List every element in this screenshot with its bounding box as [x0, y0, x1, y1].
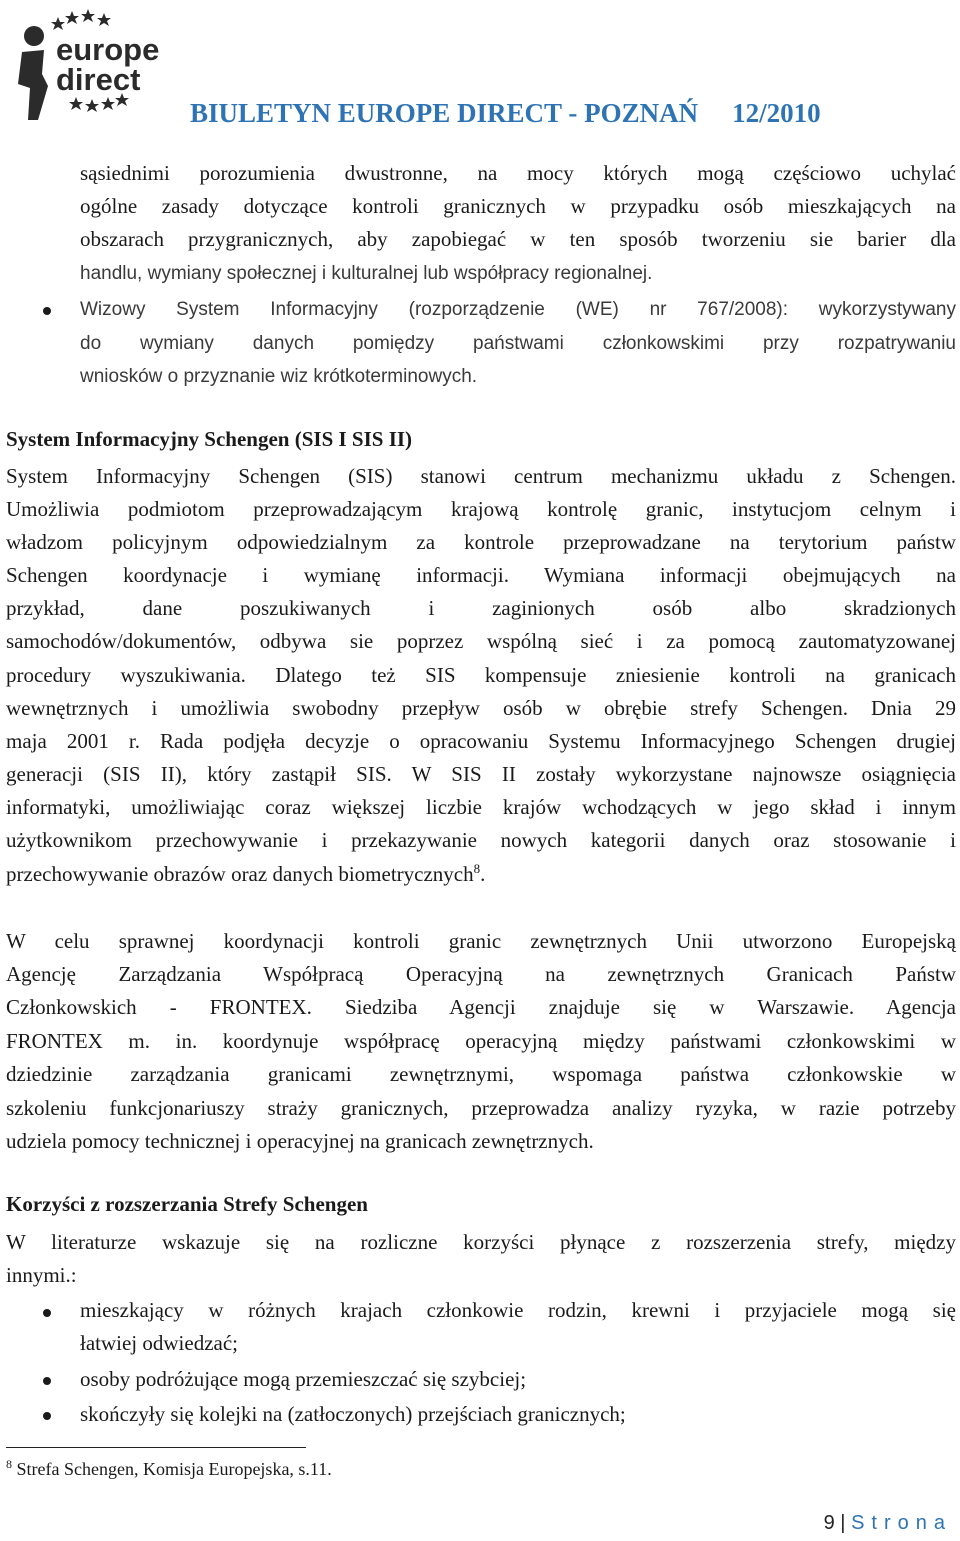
- sis-last-punct: .: [480, 862, 486, 886]
- page-number-label: Strona: [851, 1512, 952, 1534]
- footnote-ref[interactable]: 8: [473, 861, 481, 876]
- benefits-intro-line: W literaturze wskazuje się na rozliczne korzyści płynące z rozszerzenia strefy, między: [6, 1230, 956, 1254]
- page-number-separator: |: [840, 1512, 846, 1534]
- frontex-line: Agencję Zarządzania Współpracą Operacyjną na zewnętrznych Granicach Państw: [6, 962, 956, 986]
- footnote-divider: [6, 1447, 306, 1448]
- frontex-line: dziedzinie zarządzania granicami zewnętrznymi, wspomaga państwa członkowskie w: [6, 1062, 956, 1086]
- benefits-heading: Korzyści z rozszerzania Strefy Schengen: [6, 1192, 368, 1216]
- benefits-intro-line: innymi.:: [6, 1263, 77, 1287]
- sis-heading: System Informacyjny Schengen (SIS I SIS II): [6, 427, 413, 451]
- page-number: [824, 1512, 952, 1535]
- sis-line: przechowywanie obrazów oraz danych biometrycznych: [6, 862, 474, 886]
- benefit-item-line: mieszkający w różnych krajach członkowie rodzin, krewni i przyjaciele mogą się: [80, 1298, 956, 1322]
- sis-line: informatyki, umożliwiając coraz większej liczbie krajów wchodzących w jego skład i innym: [6, 795, 956, 819]
- page-number-value: 9: [823, 1512, 835, 1534]
- sis-line: Schengen koordynacje i wymianę informacji. Wymiana informacji obejmujących na: [6, 563, 956, 587]
- sis-line: wewnętrznych i umożliwia swobodny przepływ osób w obrębie strefy Schengen. Dnia 29: [6, 696, 956, 720]
- benefit-item-line: osoby podróżujące mogą przemieszczać się szybciej;: [80, 1367, 527, 1391]
- bullet-icon: [43, 1377, 51, 1385]
- frontex-line: udziela pomocy technicznej i operacyjnej na granicach zewnętrznych.: [6, 1129, 594, 1153]
- bulletin-title: BIULETYN EUROPE DIRECT - POZNAŃ: [190, 98, 699, 128]
- vis-line: do wymiany danych pomiędzy państwami członkowskimi przy rozpatrywaniu: [80, 333, 956, 354]
- frontex-line: FRONTEX m. in. koordynuje współpracę operacyjną między państwami członkowskimi w: [6, 1029, 956, 1053]
- frontex-line: szkoleniu funkcjonariuszy straży granicznych, przeprowadza analizy ryzyka, w razie potrzeby: [6, 1096, 956, 1120]
- sis-line: użytkownikom przechowywanie i przekazywanie nowych kategorii danych oraz stosowanie i: [6, 828, 956, 852]
- sis-line: Umożliwia podmiotom przeprowadzającym krajową kontrolę granic, instytucjom celnym i: [6, 497, 956, 521]
- sis-last-line: [6, 858, 956, 891]
- frontex-line: W celu sprawnej koordynacji kontroli granic zewnętrznych Unii utworzono Europejską: [6, 929, 956, 953]
- bullet-icon: [43, 1309, 51, 1317]
- bullet-icon: [43, 1412, 51, 1420]
- sis-line: maja 2001 r. Rada podjęła decyzje o opracowaniu Systemu Informacyjnego Schengen drugiej: [6, 729, 956, 753]
- i-figure-icon: [18, 26, 48, 120]
- intro-line: obszarach przygranicznych, aby zapobiegać w ten sposób tworzeniu sie barier dla: [80, 227, 956, 251]
- sis-line: generacji (SIS II), który zastąpił SIS. W SIS II zostały wykorzystane najnowsze osiągnięcia: [6, 762, 956, 786]
- benefit-item-line: skończyły się kolejki na (zatłoczonych) przejściach granicznych;: [80, 1402, 626, 1426]
- sis-line: procedury wyszukiwania. Dlatego też SIS kompensuje zniesienie kontroli na granicach: [6, 663, 956, 687]
- europe-direct-logo: [8, 4, 160, 122]
- sis-line: System Informacyjny Schengen (SIS) stanowi centrum mechanizmu układu z Schengen.: [6, 464, 956, 488]
- intro-line: ogólne zasady dotyczące kontroli granicznych w przypadku osób mieszkających na: [80, 194, 956, 218]
- bulletin-issue: 12/2010: [732, 98, 821, 128]
- sis-line: przykład, dane poszukiwanych i zaginionych osób albo skradzionych: [6, 596, 956, 620]
- intro-line: handlu, wymiany społecznej i kulturalnej lub współpracy regionalnej.: [80, 263, 653, 284]
- logo-text-europe: europe: [56, 32, 160, 67]
- sis-line: władzom policyjnym odpowiedzialnym za kontrole przeprowadzane na terytorium państw: [6, 530, 956, 554]
- intro-line: sąsiednimi porozumienia dwustronne, na mocy których mogą częściowo uchylać: [80, 161, 956, 185]
- vis-line: Wizowy System Informacyjny (rozporządzenie (WE) nr 767/2008): wykorzystywany: [80, 299, 956, 320]
- benefit-item-line: łatwiej odwiedzać;: [80, 1331, 239, 1355]
- footnote-number: 8: [6, 1457, 12, 1471]
- header-title: [190, 98, 902, 129]
- footnote-text: Strefa Schengen, Komisja Europejska, s.11.: [16, 1459, 332, 1479]
- bullet-icon: [43, 307, 51, 315]
- sis-line: samochodów/dokumentów, odbywa sie poprzez wspólną sieć i za pomocą zautomatyzowanej: [6, 629, 956, 653]
- footnote: [6, 1459, 332, 1480]
- frontex-line: Członkowskich - FRONTEX. Siedziba Agencji znajduje się w Warszawie. Agencja: [6, 995, 956, 1019]
- vis-line: wniosków o przyznanie wiz krótkoterminowych.: [80, 366, 478, 387]
- logo-text-direct: direct: [56, 62, 141, 97]
